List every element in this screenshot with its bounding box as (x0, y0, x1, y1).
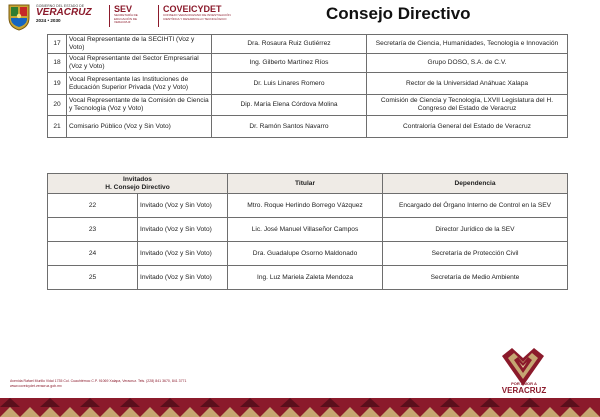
table-row (48, 194, 568, 218)
row-role: Invitado (Voz y Sin Voto) (138, 218, 228, 242)
gov-veracruz-logo (36, 4, 92, 23)
row-dependency: Director Jurídico de la SEV (383, 218, 568, 242)
row-role: Vocal Representante de la Comisión de Ciencia y Tecnología (Voz y Voto) (67, 95, 212, 116)
gov-years-text: 2024 • 2030 (36, 18, 61, 23)
logo-divider (109, 5, 110, 27)
footer-brand-big: VERACRUZ (501, 386, 547, 395)
veracruz-crest-icon (6, 3, 32, 31)
row-name: Dr. Luis Linares Romero (212, 73, 367, 95)
table-row (48, 218, 568, 242)
footer-website[interactable]: www.coveicydet.veracruz.gob.mx (10, 383, 62, 388)
row-role: Invitado (Voz y Sin Voto) (138, 266, 228, 290)
row-number: 19 (48, 73, 67, 95)
row-role: Invitado (Voz y Sin Voto) (138, 194, 228, 218)
cov-word-text: COVEICYDET (163, 4, 222, 14)
guests-table (47, 173, 568, 290)
row-role: Invitado (Voz y Sin Voto) (138, 242, 228, 266)
footer-contact (10, 379, 186, 388)
table-row (48, 242, 568, 266)
table-row (48, 266, 568, 290)
gov-top-text: GOBIERNO DEL ESTADO DE (36, 4, 85, 8)
row-role: Comisario Público (Voz y Sin Voto) (67, 116, 212, 138)
row-institution: Grupo DOSO, S.A. de C.V. (367, 54, 568, 73)
table-row (48, 95, 568, 116)
cov-sub-text: CONSEJO VERACRUZANO DE INVESTIGACIÓN CIENTÍFICA Y DESARROLLO TECNOLÓGICO (163, 13, 231, 21)
table-row (48, 116, 568, 138)
row-dependency: Secretaría de Protección Civil (383, 242, 568, 266)
row-number: 25 (48, 266, 138, 290)
row-dependency: Encargado del Órgano Interno de Control en la SEV (383, 194, 568, 218)
row-number: 24 (48, 242, 138, 266)
page-header (0, 0, 600, 36)
sev-word-text: SEV (114, 4, 133, 14)
row-number: 18 (48, 54, 67, 73)
row-name: Dra. Rosaura Ruiz Gutiérrez (212, 35, 367, 54)
page-title: Consejo Directivo (326, 4, 471, 23)
row-name: Dip. María Elena Córdova Molina (212, 95, 367, 116)
row-institution: Contraloría General del Estado de Veracruz (367, 116, 568, 138)
row-number: 22 (48, 194, 138, 218)
column-header-guests-line1: Invitados (123, 175, 152, 183)
row-name: Ing. Luz Mariela Zaleta Mendoza (228, 266, 383, 290)
row-number: 17 (48, 35, 67, 54)
column-header-guests (48, 174, 228, 194)
row-name: Dra. Guadalupe Osorno Maldonado (228, 242, 383, 266)
coveicydet-logo (163, 4, 235, 21)
table-row (48, 54, 568, 73)
row-role: Vocal Representante del Sector Empresarial (Voz y Voto) (67, 54, 212, 73)
footer-address: Avenida Rafael Murillo Vidal 1735 Col. Cuauhtémoc C.P. 91069 Xalapa, Veracruz. Tels. (228) 841 3670, 841 3771 (10, 379, 187, 383)
footer-brand-small: POR AMOR A (511, 381, 537, 386)
row-name: Lic. José Manuel Villaseñor Campos (228, 218, 383, 242)
footer-pattern-strip (0, 398, 600, 417)
table-row (48, 35, 568, 54)
row-role: Vocal Representante de la SECIHTI (Voz y Voto) (67, 35, 212, 54)
row-name: Dr. Ramón Santos Navarro (212, 116, 367, 138)
row-number: 21 (48, 116, 67, 138)
row-dependency: Secretaría de Medio Ambiente (383, 266, 568, 290)
footer-brand (499, 381, 549, 395)
column-header-guests-line2: H. Consejo Directivo (105, 183, 170, 191)
row-institution: Rector de la Universidad Anáhuac Xalapa (367, 73, 568, 95)
row-number: 23 (48, 218, 138, 242)
row-name: Mtro. Roque Herlindo Borrego Vázquez (228, 194, 383, 218)
row-institution: Secretaría de Ciencia, Humanidades, Tecnología e Innovación (367, 35, 568, 54)
column-header-titular: Titular (228, 174, 383, 194)
logo-divider (158, 5, 159, 27)
row-role: Vocal Representante las Instituciones de Educación Superior Privada (Voz y Voto) (67, 73, 212, 95)
sev-logo (114, 4, 154, 25)
table-header-row (48, 174, 568, 194)
row-number: 20 (48, 95, 67, 116)
gov-word-text: VERACRUZ (36, 7, 92, 18)
table-row (48, 73, 568, 95)
members-table (47, 34, 568, 138)
row-name: Ing. Gilberto Martínez Ríos (212, 54, 367, 73)
sev-sub-text: SECRETARÍA DE EDUCACIÓN DE VERACRUZ (114, 13, 138, 25)
column-header-dependency: Dependencia (383, 174, 568, 194)
row-institution: Comisión de Ciencia y Tecnología, LXVII Legislatura del H. Congreso del Estado de Veracruz (367, 95, 568, 116)
